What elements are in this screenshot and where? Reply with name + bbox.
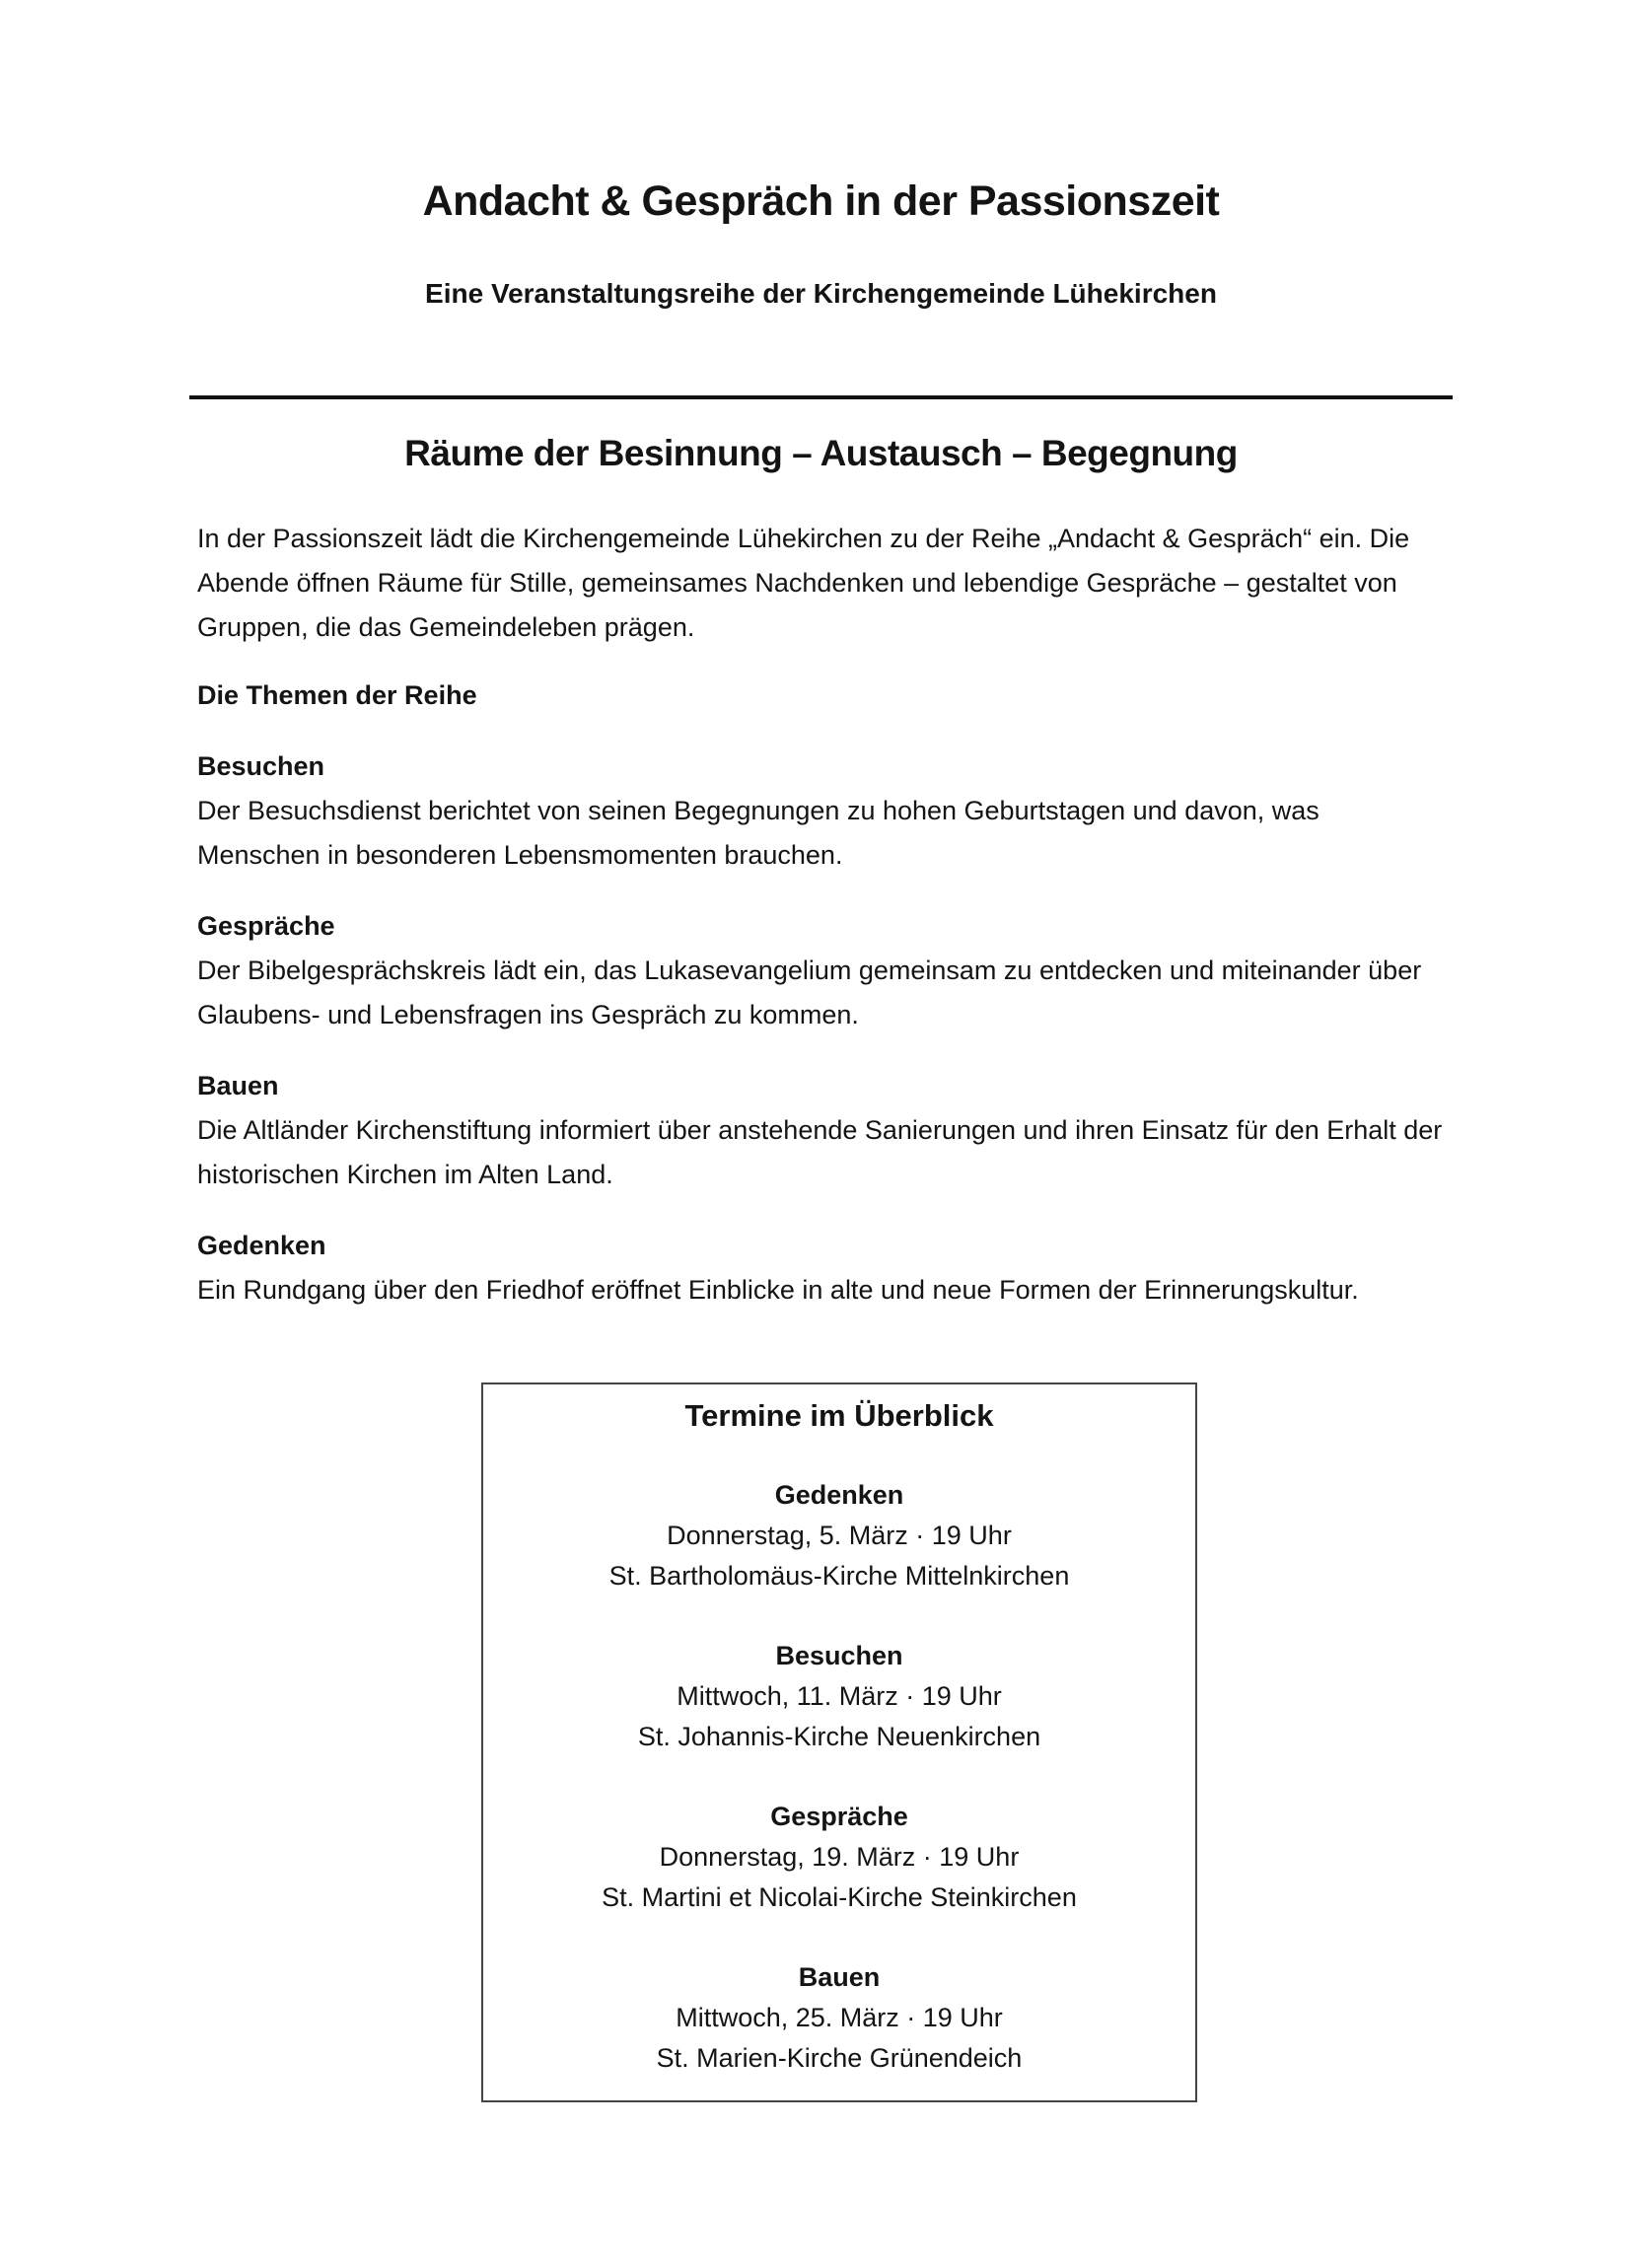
theme-block-besuchen	[197, 744, 1445, 878]
schedule-event-gespraeche	[495, 1797, 1183, 1918]
theme-title: Besuchen	[197, 751, 325, 781]
event-name: Gedenken	[774, 1480, 904, 1510]
event-datetime: Donnerstag, 19. März · 19 Uhr	[659, 1842, 1020, 1872]
theme-block-bauen	[197, 1064, 1445, 1197]
theme-text: Der Besuchsdienst berichtet von seinen Begegnungen zu hohen Geburtstagen und davon, was Menschen in besonderen Lebensmomenten brauchen.	[197, 796, 1319, 870]
event-location: St. Marien-Kirche Grünendeich	[656, 2043, 1023, 2073]
themes-heading: Die Themen der Reihe	[197, 680, 477, 710]
schedule-box	[481, 1382, 1197, 2102]
theme-block-gedenken	[197, 1224, 1445, 1312]
event-name: Bauen	[798, 1962, 881, 1992]
event-datetime: Mittwoch, 25. März · 19 Uhr	[676, 2003, 1003, 2032]
section-heading: Räume der Besinnung – Austausch – Begegnung	[404, 433, 1238, 473]
theme-text: Ein Rundgang über den Friedhof eröffnet Einblicke in alte und neue Formen der Erinnerungskultur.	[197, 1275, 1359, 1305]
page-title: Andacht & Gespräch in der Passionszeit	[422, 177, 1220, 225]
theme-title: Gespräche	[197, 911, 335, 941]
theme-text: Die Altländer Kirchenstiftung informiert über anstehende Sanierungen und ihren Einsatz für den Erhalt der historischen Kirchen im Alten Land.	[197, 1115, 1443, 1189]
event-location: St. Johannis-Kirche Neuenkirchen	[637, 1722, 1041, 1751]
schedule-event-gedenken	[495, 1475, 1183, 1596]
event-datetime: Mittwoch, 11. März · 19 Uhr	[677, 1681, 1002, 1711]
theme-block-gespraeche	[197, 904, 1445, 1037]
event-name: Gespräche	[770, 1802, 908, 1831]
theme-title: Gedenken	[197, 1231, 326, 1260]
horizontal-divider	[189, 395, 1453, 399]
event-location: St. Martini et Nicolai-Kirche Steinkirchen	[602, 1882, 1077, 1912]
event-datetime: Donnerstag, 5. März · 19 Uhr	[667, 1521, 1012, 1550]
schedule-event-bauen	[495, 1957, 1183, 2079]
schedule-box-title: Termine im Überblick	[684, 1398, 994, 1433]
theme-text: Der Bibelgesprächskreis lädt ein, das Lukasevangelium gemeinsam zu entdecken und miteinander über Glaubens- und Lebensfragen ins Gespräch zu kommen.	[197, 956, 1422, 1029]
theme-title: Bauen	[197, 1071, 279, 1100]
schedule-event-besuchen	[495, 1636, 1183, 1757]
intro-paragraph: In der Passionszeit lädt die Kirchengemeinde Lühekirchen zu der Reihe „Andacht & Gespräch“ ein. Die Abende öffnen Räume für Stille, gemeinsames Nachdenken und lebendige Gespräche – gestaltet von Gruppen, die das Gemeindeleben prägen.	[197, 524, 1410, 642]
page-subtitle: Eine Veranstaltungsreihe der Kirchengemeinde Lühekirchen	[425, 278, 1217, 309]
event-name: Besuchen	[775, 1641, 903, 1670]
event-location: St. Bartholomäus-Kirche Mittelnkirchen	[608, 1561, 1070, 1591]
